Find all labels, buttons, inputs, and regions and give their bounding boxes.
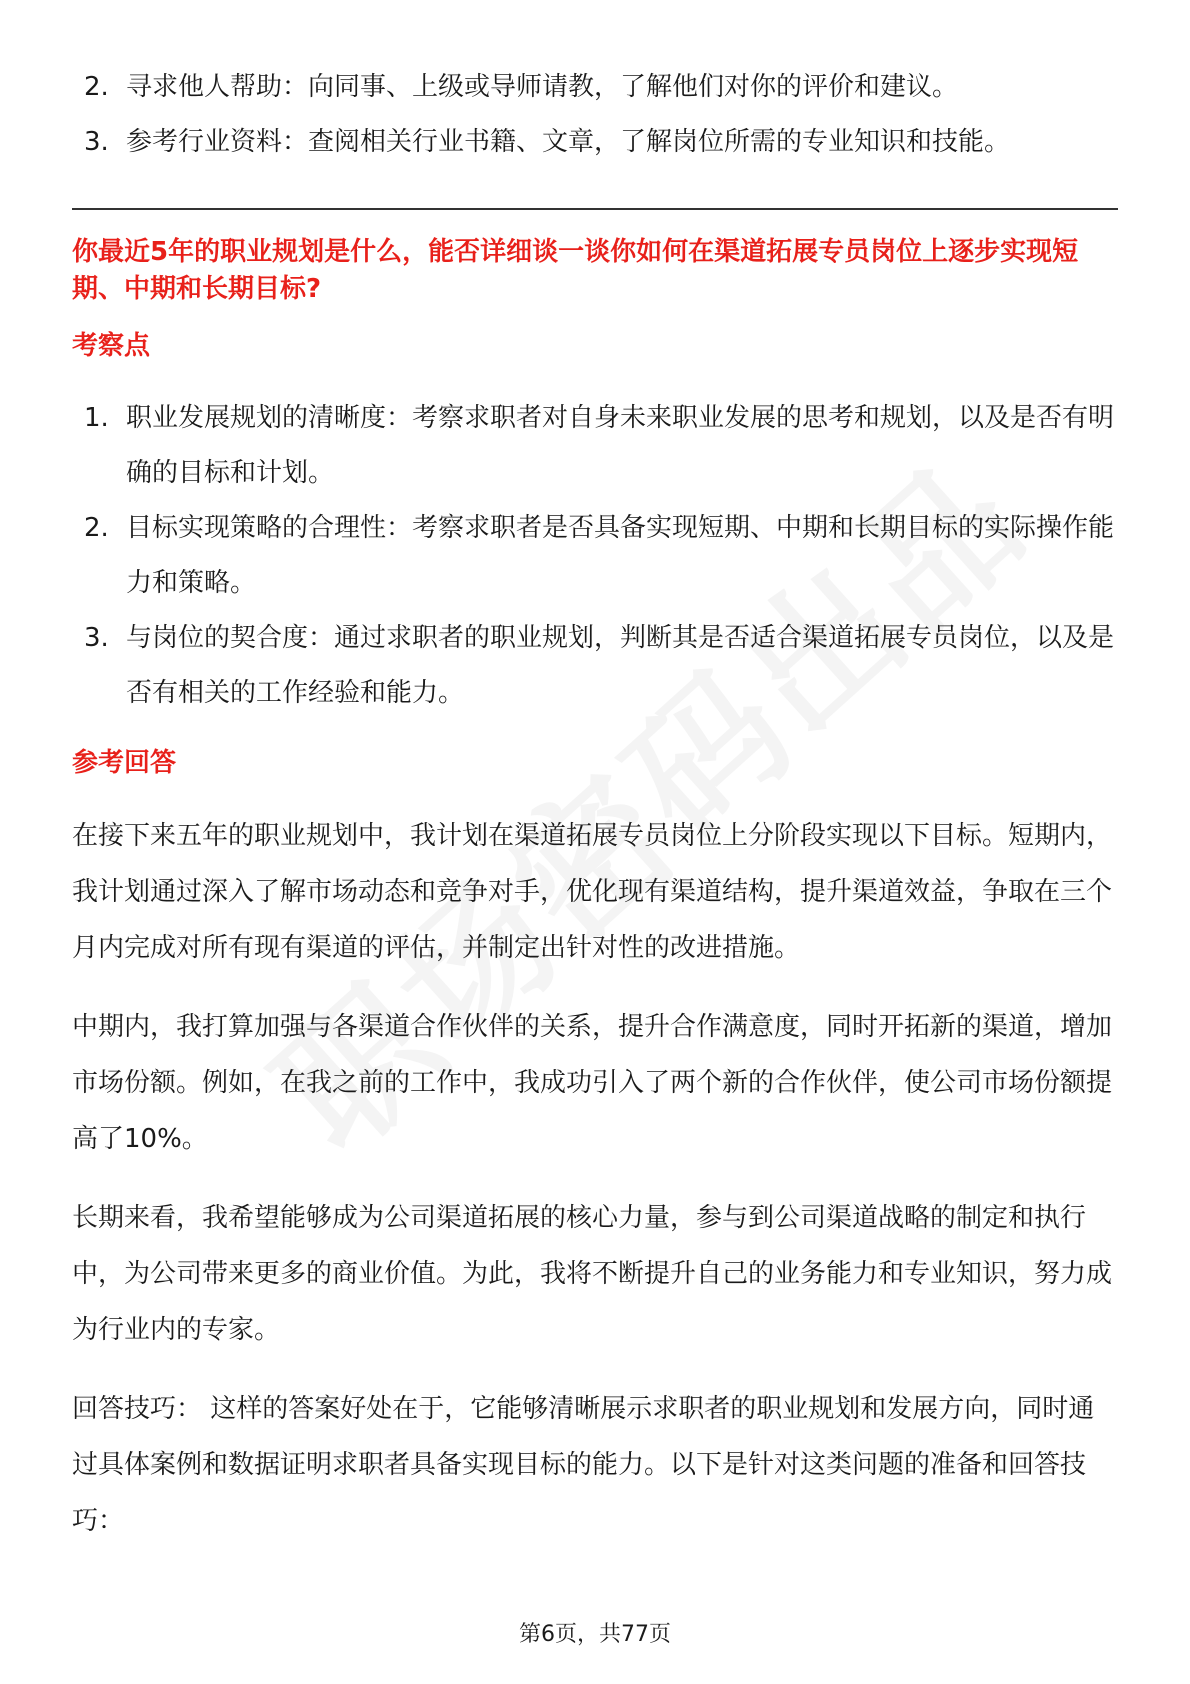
list-item: [72, 115, 1118, 170]
list-number: 1.: [84, 403, 109, 433]
assessment-points-list: [72, 391, 1118, 721]
list-text: 寻求他人帮助：向同事、上级或导师请教，了解他们对你的评价和建议。: [126, 72, 959, 102]
list-text: 与岗位的契合度：通过求职者的职业规划，判断其是否适合渠道拓展专员岗位，以及是否有相关的工作经验和能力。: [126, 623, 1115, 708]
list-number: 3.: [84, 623, 109, 653]
list-text: 参考行业资料：查阅相关行业书籍、文章，了解岗位所需的专业知识和技能。: [126, 127, 1011, 157]
continued-list: [72, 60, 1118, 170]
answer-paragraph: 在接下来五年的职业规划中，我计划在渠道拓展专员岗位上分阶段实现以下目标。短期内，我计划通过深入了解市场动态和竞争对手，优化现有渠道结构，提升渠道效益，争取在三个月内完成对所有现有渠道的评估，并制定出针对性的改进措施。: [72, 821, 1113, 963]
points-heading: 考察点: [72, 331, 151, 361]
page-content: [72, 60, 1118, 1572]
list-text: 目标实现策略的合理性：考察求职者是否具备实现短期、中期和长期目标的实际操作能力和策略。: [126, 513, 1115, 598]
list-item: [72, 611, 1118, 721]
interview-question: 你最近5年的职业规划是什么，能否详细谈一谈你如何在渠道拓展专员岗位上逐步实现短期、中期和长期目标?: [72, 237, 1079, 304]
answer-paragraph: 中期内，我打算加强与各渠道合作伙伴的关系，提升合作满意度，同时开拓新的渠道，增加市场份额。例如，在我之前的工作中，我成功引入了两个新的合作伙伴，使公司市场份额提高了10%。: [72, 1012, 1113, 1154]
list-item: [72, 391, 1118, 501]
answer-tips-paragraph: 回答技巧： 这样的答案好处在于，它能够清晰展示求职者的职业规划和发展方向，同时通过具体案例和数据证明求职者具备实现目标的能力。以下是针对这类问题的准备和回答技巧：: [72, 1394, 1095, 1536]
answer-paragraph: 长期来看，我希望能够成为公司渠道拓展的核心力量，参与到公司渠道战略的制定和执行中，为公司带来更多的商业价值。为此，我将不断提升自己的业务能力和专业知识，努力成为行业内的专家。: [72, 1203, 1113, 1345]
list-number: 3.: [84, 127, 109, 157]
list-number: 2.: [84, 513, 109, 543]
list-item: [72, 501, 1118, 611]
section-divider: [72, 208, 1118, 210]
list-item: [72, 60, 1118, 115]
list-text: 职业发展规划的清晰度：考察求职者对自身未来职业发展的思考和规划，以及是否有明确的目标和计划。: [126, 403, 1115, 488]
answer-heading: 参考回答: [72, 748, 177, 778]
list-number: 2.: [84, 72, 109, 102]
page-number: 第6页，共77页: [519, 1622, 671, 1647]
